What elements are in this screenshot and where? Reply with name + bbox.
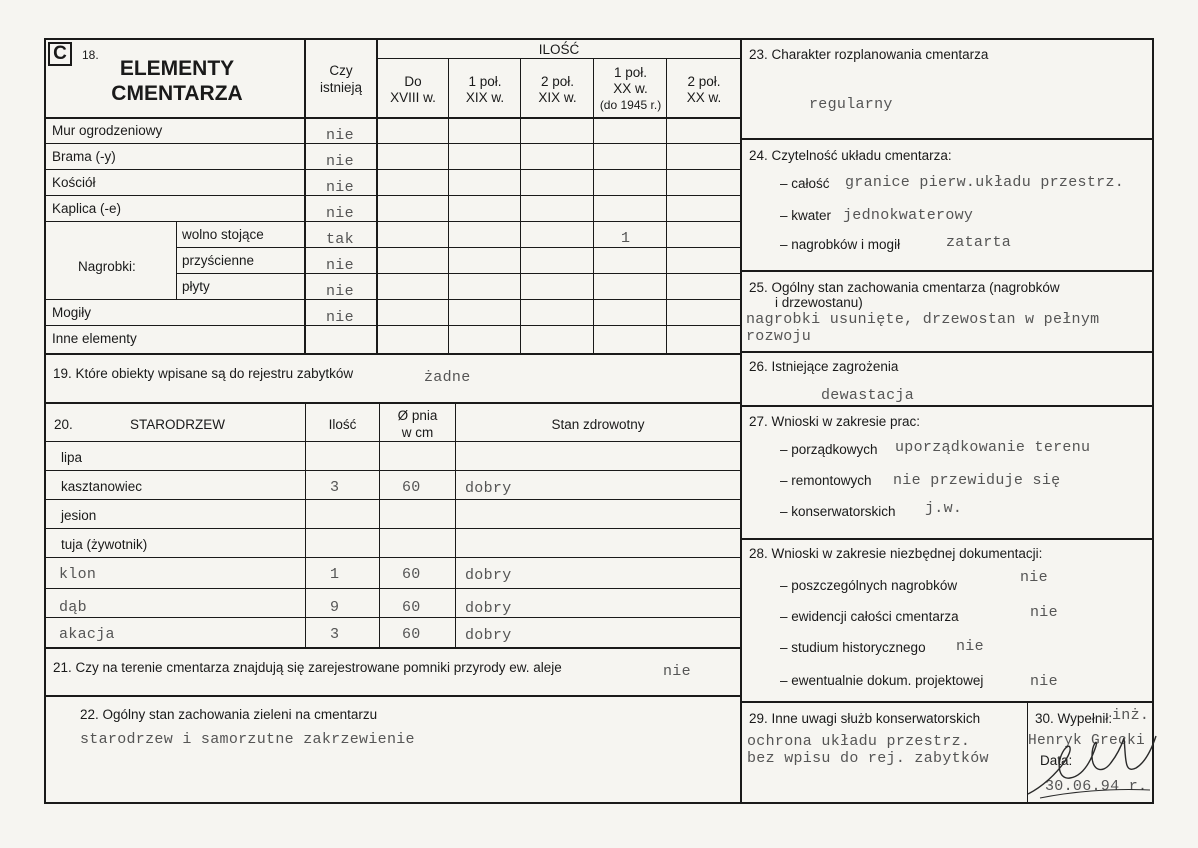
s29-top-line (741, 701, 1154, 703)
s18-exists-value: nie (326, 127, 354, 144)
tree-count: 1 (330, 566, 340, 583)
tree-health: dobry (465, 627, 512, 644)
tree-species: jesion (61, 508, 97, 523)
s18-col-exists-line2: istnieją (319, 80, 363, 95)
period-header: XIX w. (538, 90, 577, 105)
s18-exists-value: nie (326, 153, 354, 170)
s30-name-line2: Henryk Grecki (1028, 733, 1146, 749)
s26-top-line (741, 351, 1154, 353)
s28-item-value: nie (956, 638, 984, 655)
s30-name-line1: inż. (1112, 707, 1150, 724)
period-header: XIX w. (465, 90, 505, 105)
s20-row-line (44, 617, 741, 618)
s24-item-value: zatarta (946, 234, 1012, 251)
s18-row-label: płyty (182, 279, 210, 294)
tree-species: klon (59, 566, 97, 583)
tree-diameter: 60 (402, 626, 421, 643)
period-header: XX w. (686, 90, 722, 105)
s18-row-line (44, 325, 741, 326)
s18-row-label: przyścienne (182, 253, 255, 268)
s25-label-line1: 25. Ogólny stan zachowania cmentarza (nagrobków (749, 280, 1060, 295)
tree-species: lipa (61, 450, 83, 465)
s18-col-divider (666, 58, 667, 354)
s24-item-label: – całość (780, 176, 830, 191)
s18-row-label: Inne elementy (52, 331, 137, 346)
tree-diameter: 60 (402, 479, 421, 496)
s18-row-line (44, 169, 741, 170)
s20-col-divider (455, 402, 456, 647)
s21-label: 21. Czy na terenie cmentarza znajdują się zarejestrowane pomniki przyrody ew. aleje (53, 660, 562, 675)
s23-label: 23. Charakter rozplanowania cmentarza (749, 47, 989, 62)
s18-row-line (44, 195, 741, 196)
s18-row-label: Kościół (52, 175, 96, 190)
s20-top-line (44, 402, 741, 404)
s30-date-value: 30.06.94 r. (1045, 778, 1148, 795)
s26-label: 26. Istniejące zagrożenia (749, 359, 899, 374)
s20-title: STARODRZEW (130, 417, 225, 432)
period-header: 2 poł. (540, 74, 575, 89)
period-header: (do 1945 r.) (599, 98, 662, 112)
s30-label: 30. Wypełnił: (1035, 711, 1113, 726)
s18-row-label: Kaplica (-e) (52, 201, 122, 216)
section-letter-box: C (48, 42, 72, 66)
s20-row-line (44, 557, 741, 558)
period-header: 1 poł. (468, 74, 502, 89)
s18-col-divider (520, 58, 521, 354)
s19-value: żadne (424, 369, 471, 386)
s24-item-label: – nagrobków i mogił (780, 237, 901, 252)
s30-date-label: Data: (1040, 753, 1073, 768)
s21-top-line (44, 647, 741, 649)
s18-row-line (44, 221, 741, 222)
s28-item-value: nie (1030, 673, 1058, 690)
period-header: Do (404, 74, 422, 89)
s20-row-line (44, 470, 741, 471)
period-header: 2 poł. (687, 74, 721, 89)
s20-col-diam-line1: Ø pnia (397, 408, 438, 423)
tree-health: dobry (465, 480, 512, 497)
s28-label: 28. Wnioski w zakresie niezbędnej dokumentacji: (749, 546, 1043, 561)
s29-value-line1: ochrona układu przestrz. (747, 733, 971, 750)
tree-diameter: 60 (402, 599, 421, 616)
s26-value: dewastacja (821, 387, 915, 404)
tree-count: 3 (330, 626, 340, 643)
s20-col-diam-line2: w cm (401, 425, 434, 440)
s27-item-label: – remontowych (780, 473, 872, 488)
s27-top-line (741, 405, 1154, 407)
s18-header-bottom (44, 117, 741, 119)
s27-item-label: – porządkowych (780, 442, 878, 457)
tree-species: tuja (żywotnik) (61, 537, 148, 552)
nagrobki-divider (176, 221, 177, 299)
s29-value-line2: bez wpisu do rej. zabytków (747, 750, 989, 767)
s18-row-label: Mogiły (52, 305, 92, 320)
s29-label: 29. Inne uwagi służb konserwatorskich (749, 711, 981, 726)
s24-item-label: – kwater (780, 208, 832, 223)
s18-col-exists-line1: Czy (329, 63, 353, 78)
center-divider (740, 38, 742, 804)
s18-col-divider (448, 58, 449, 354)
s18-exists-value: nie (326, 283, 354, 300)
s28-item-label: – ewidencji całości cmentarza (780, 609, 959, 624)
tree-diameter: 60 (402, 566, 421, 583)
s18-col-divider (593, 58, 594, 354)
s18-row-line (44, 143, 741, 144)
s27-item-value: nie przewiduje się (893, 472, 1061, 489)
tree-health: dobry (465, 567, 512, 584)
s28-item-label: – ewentualnie dokum. projektowej (780, 673, 984, 688)
s27-item-value: j.w. (925, 500, 963, 517)
s20-col-count: Ilość (328, 417, 357, 432)
tree-health: dobry (465, 600, 512, 617)
s19-top-line (44, 353, 741, 355)
tree-species: akacja (59, 626, 115, 643)
s20-header-bottom (44, 441, 741, 442)
s20-number: 20. (54, 417, 73, 432)
s18-row-label: Brama (-y) (52, 149, 116, 164)
s18-row-label: Mur ogrodzeniowy (52, 123, 163, 138)
s18-row-line (44, 299, 741, 300)
s24-item-value: granice pierw.układu przestrz. (845, 174, 1125, 191)
s18-exists-value: nie (326, 205, 354, 222)
s20-col-health: Stan zdrowotny (551, 417, 645, 432)
s18-exists-value: tak (326, 231, 354, 248)
s25-label-line2: i drzewostanu) (775, 295, 863, 310)
tree-species: dąb (59, 599, 87, 616)
s18-row-label: wolno stojące (182, 227, 264, 242)
s18-ilosc-header: ILOŚĆ (538, 42, 580, 57)
s24-top-line (741, 138, 1154, 140)
s18-exists-value: nie (326, 309, 354, 326)
s20-col-divider (305, 402, 306, 647)
s21-value: nie (663, 663, 691, 680)
s18-exists-value: nie (326, 179, 354, 196)
tree-count: 9 (330, 599, 340, 616)
nagrobki-label: Nagrobki: (78, 259, 136, 274)
tree-count: 3 (330, 479, 340, 496)
s18-row-line (176, 273, 741, 274)
s28-item-label: – poszczególnych nagrobków (780, 578, 958, 593)
s18-title-line2: CMENTARZA (111, 82, 243, 105)
s27-item-label: – konserwatorskich (780, 504, 896, 519)
s18-number: 18. (82, 48, 99, 62)
s28-item-value: nie (1030, 604, 1058, 621)
s28-top-line (741, 538, 1154, 540)
s18-count-1945: 1 (621, 230, 631, 247)
s20-row-line (44, 499, 741, 500)
s20-row-line (44, 588, 741, 589)
s23-value: regularny (809, 96, 893, 113)
s22-top-line (44, 695, 741, 697)
s22-label: 22. Ogólny stan zachowania zieleni na cmentarzu (80, 707, 378, 722)
s20-row-line (44, 528, 741, 529)
s25-value-line1: nagrobki usunięte, drzewostan w pełnym (746, 311, 1100, 328)
tree-species: kasztanowiec (61, 479, 143, 494)
handwritten-signature (1000, 728, 1160, 800)
s28-item-value: nie (1020, 569, 1048, 586)
s27-label: 27. Wnioski w zakresie prac: (749, 414, 921, 429)
s25-value-line2: rozwoju (746, 328, 812, 345)
period-header: XX w. (613, 81, 648, 96)
s22-value: starodrzew i samorzutne zakrzewienie (80, 731, 415, 748)
period-header: XVIII w. (390, 90, 436, 105)
period-header: 1 poł. (613, 65, 648, 80)
s28-item-label: – studium historycznego (780, 640, 926, 655)
s24-label: 24. Czytelność układu cmentarza: (749, 148, 952, 163)
s27-item-value: uporządkowanie terenu (895, 439, 1091, 456)
s25-top-line (741, 270, 1154, 272)
s19-label: 19. Które obiekty wpisane są do rejestru zabytków (53, 366, 354, 381)
s18-ilosc-underline (378, 58, 740, 59)
s18-row-line (176, 247, 741, 248)
s18-exists-value: nie (326, 257, 354, 274)
s24-item-value: jednokwaterowy (843, 207, 974, 224)
s18-title-line1: ELEMENTY (119, 57, 235, 80)
